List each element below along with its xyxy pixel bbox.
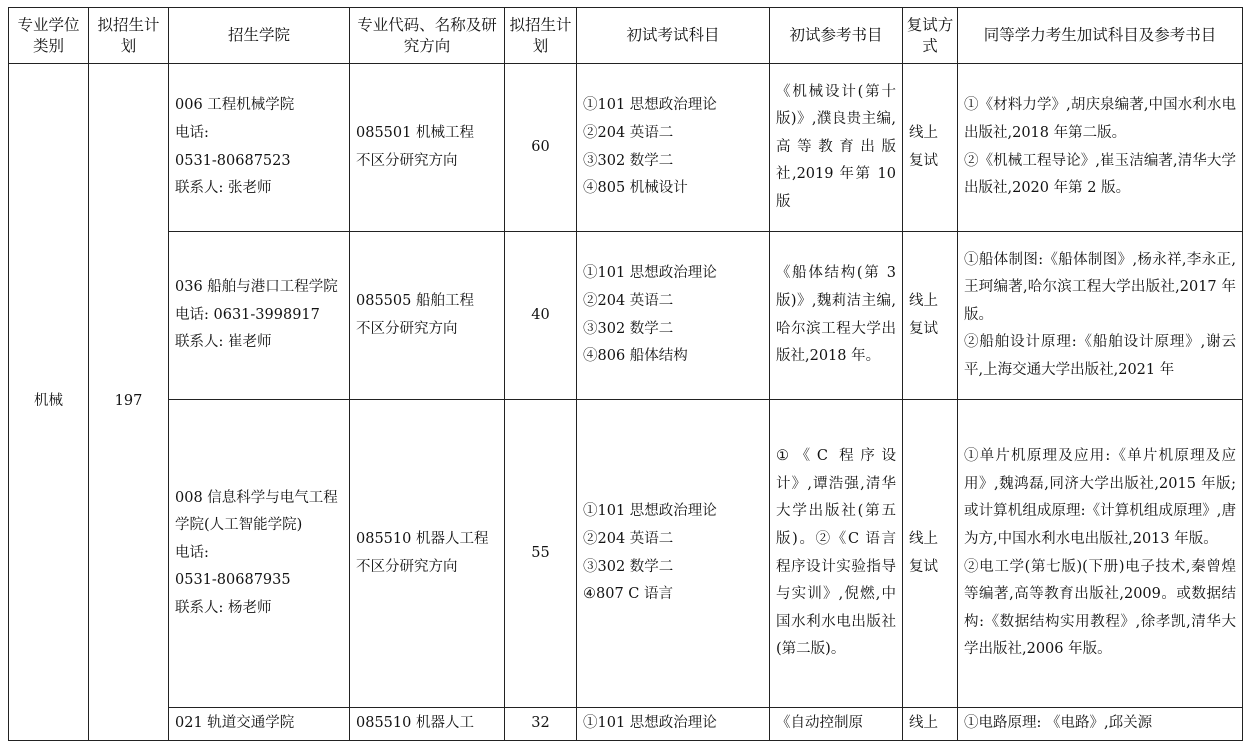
major-cell: [350, 400, 505, 708]
plan-cell: 60: [505, 64, 577, 232]
plan-cell: 55: [505, 400, 577, 708]
subjects-cell: ①101 思想政治理论: [577, 708, 770, 741]
table-row: [9, 64, 1243, 232]
retest-cell: 线上复试: [903, 64, 958, 232]
header-major: 专业代码、名称及研究方向: [350, 8, 505, 64]
subject-line: ③302 数学二: [583, 320, 674, 337]
header-extra-subjects: 同等学力考生加试科目及参考书目: [958, 8, 1243, 64]
books-cell: 《船体结构(第 3 版)》,魏莉洁主编,哈尔滨工程大学出版社,2018 年。: [770, 232, 903, 400]
major-line: 不区分研究方向: [356, 558, 458, 575]
subjects-cell: [577, 232, 770, 400]
college-line: 联系人: 张老师: [175, 180, 272, 197]
subject-line: ①101 思想政治理论: [583, 265, 717, 282]
subject-line: ④807 C 语言: [583, 586, 673, 603]
college-line: 联系人: 崔老师: [175, 334, 272, 351]
college-cell: [169, 64, 350, 232]
subject-line: ②204 英语二: [583, 530, 674, 547]
retest-cell: 线上复试: [903, 232, 958, 400]
college-line: 0531-80687523: [175, 152, 291, 169]
major-cell: 085510 机器人工: [350, 708, 505, 741]
college-line: 008 信息科学与电气工程学院(人工智能学院): [175, 489, 338, 534]
major-line: 085505 船舶工程: [356, 292, 474, 309]
college-line: 006 工程机械学院: [175, 97, 295, 114]
college-line: 0531-80687935: [175, 572, 291, 589]
subjects-cell: [577, 400, 770, 708]
major-cell: [350, 64, 505, 232]
major-line: 085510 机器人工程: [356, 530, 489, 547]
college-line: 电话: 0631-3998917: [175, 306, 320, 323]
major-line: 不区分研究方向: [356, 320, 458, 337]
extra-line: ①船体制图:《船体制图》,杨永祥,李永正,王珂编著,哈尔滨工程大学出版社,2017 年版。: [964, 251, 1236, 323]
major-line: 085501 机械工程: [356, 124, 474, 141]
subject-line: ①101 思想政治理论: [583, 503, 717, 520]
subject-line: ③302 数学二: [583, 558, 674, 575]
extra-cell: [958, 232, 1243, 400]
subject-line: ②204 英语二: [583, 292, 674, 309]
total-plan-cell: 197: [89, 64, 169, 741]
header-total-plan: 拟招生计划: [89, 8, 169, 64]
retest-cell: 线上复试: [903, 400, 958, 708]
header-category: 专业学位类别: [9, 8, 89, 64]
plan-cell: 40: [505, 232, 577, 400]
extra-line: ②《机械工程导论》,崔玉洁编著,清华大学出版社,2020 年第 2 版。: [964, 152, 1236, 197]
header-retest-method: 复试方式: [903, 8, 958, 64]
books-cell: ①《C 程序设计》,谭浩强,清华大学出版社(第五版)。②《C 语言程序设计实验指导与实训》,倪燃,中国水利水电出版社(第二版)。: [770, 400, 903, 708]
books-cell: 《自动控制原: [770, 708, 903, 741]
subject-line: ②204 英语二: [583, 124, 674, 141]
extra-line: ①单片机原理及应用:《单片机原理及应用》,魏鸿磊,同济大学出版社,2015 年版;或计算机组成原理:《计算机组成原理》,唐为方,中国水利水电出版社,2013 年版。: [964, 448, 1236, 547]
category-cell: 机械: [9, 64, 89, 741]
college-cell: [169, 400, 350, 708]
extra-cell: [958, 64, 1243, 232]
admissions-table: [8, 7, 1243, 741]
plan-cell: 32: [505, 708, 577, 741]
table-row: [9, 400, 1243, 708]
header-exam-subjects: 初试考试科目: [577, 8, 770, 64]
header-college: 招生学院: [169, 8, 350, 64]
college-cell: [169, 232, 350, 400]
college-line: 电话:: [175, 124, 209, 141]
extra-cell: ①电路原理: 《电路》,邱关源: [958, 708, 1243, 741]
books-cell: 《机械设计(第十版)》,濮良贵主编,高等教育出版社,2019 年第 10 版: [770, 64, 903, 232]
extra-line: ①《材料力学》,胡庆泉编著,中国水利水电出版社,2018 年第二版。: [964, 97, 1236, 141]
subjects-cell: [577, 64, 770, 232]
header-plan: 拟招生计划: [505, 8, 577, 64]
college-line: 联系人: 杨老师: [175, 599, 272, 616]
retest-cell: 线上: [903, 708, 958, 741]
college-line: 电话:: [175, 544, 209, 561]
college-cell: 021 轨道交通学院: [169, 708, 350, 741]
college-line: 036 船舶与港口工程学院: [175, 279, 338, 296]
header-reference-books: 初试参考书目: [770, 8, 903, 64]
extra-line: ②船舶设计原理:《船舶设计原理》,谢云平,上海交通大学出版社,2021 年: [964, 334, 1236, 378]
major-cell: [350, 232, 505, 400]
extra-cell: [958, 400, 1243, 708]
header-row: [9, 8, 1243, 64]
table-row: [9, 232, 1243, 400]
subject-line: ①101 思想政治理论: [583, 97, 717, 114]
major-line: 不区分研究方向: [356, 152, 458, 169]
subject-line: ④805 机械设计: [583, 180, 688, 197]
subject-line: ④806 船体结构: [583, 348, 688, 365]
extra-line: ②电工学(第七版)(下册)电子技术,秦曾煌等编著,高等教育出版社,2009。或数据结构:《数据结构实用教程》,徐孝凯,清华大学出版社,2006 年版。: [964, 558, 1236, 658]
table-row: [9, 708, 1243, 741]
subject-line: ③302 数学二: [583, 152, 674, 169]
